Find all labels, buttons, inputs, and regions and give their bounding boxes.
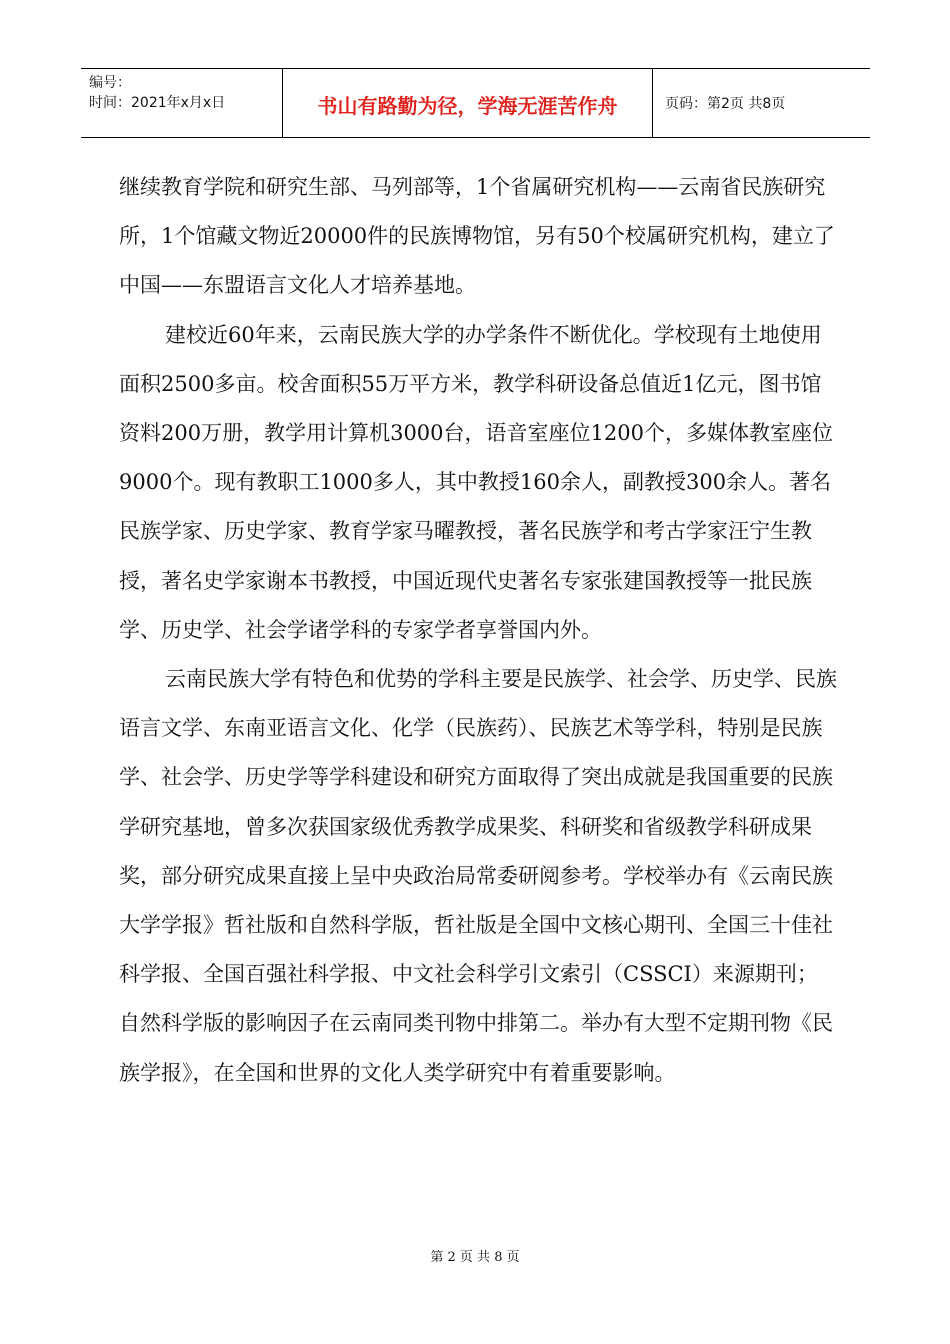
header-page-label: 页码：第2页 共8页 (665, 96, 786, 112)
document-body (119, 163, 837, 1098)
document-time-label: 时间：2021年x月x日 (89, 95, 226, 111)
document-number-label: 编号： (89, 75, 131, 91)
header-meta (81, 69, 283, 137)
body-paragraph-1: 继续教育学院和研究生部、马列部等，1个省属研究机构——云南省民族研究所，1个馆藏文物近20000件的民族博物馆，另有50个校属研究机构，建立了中国——东盟语言文化人才培养基地。 (119, 175, 835, 298)
header-motto: 书山有路勤为径，学海无涯苦作舟 (283, 69, 653, 137)
page-footer: 第 2 页 共 8 页 (430, 1250, 520, 1265)
body-paragraph-2: 建校近60年来，云南民族大学的办学条件不断优化。学校现有土地使用面积2500多亩。校舍面积55万平方米，教学科研设备总值近1亿元，图书馆资料200万册，教学用计算机3000台，语音室座位1200个，多媒体教室座位9000个。现有教职工1000多人，其中教授160余人，副教授300余人。著名民族学家、历史学家、教育学家马曜教授，著名民族学和考古学家汪宁生教授，著名史学家谢本书教授，中国近现代史著名专家张建国教授等一批民族学、历史学、社会学诸学科的专家学者享誉国内外。 (119, 322, 833, 642)
body-paragraph-3: 云南民族大学有特色和优势的学科主要是民族学、社会学、历史学、民族语言文学、东南亚语言文化、化学（民族药）、民族艺术等学科，特别是民族学、社会学、历史学等学科建设和研究方面取得了突出成就是我国重要的民族学研究基地，曾多次获国家级优秀教学成果奖、科研奖和省级教学科研成果奖，部分研究成果直接上呈中央政治局常委研阅参考。学校举办有《云南民族大学学报》哲社版和自然科学版，哲社版是全国中文核心期刊、全国三十佳社科学报、全国百强社科学报、中文社会科学引文索引（CSSCI）来源期刊；自然科学版的影响因子在云南同类刊物中排第二。举办有大型不定期刊物《民族学报》，在全国和世界的文化人类学研究中有着重要影响。 (119, 667, 837, 1085)
page-header (81, 68, 870, 138)
